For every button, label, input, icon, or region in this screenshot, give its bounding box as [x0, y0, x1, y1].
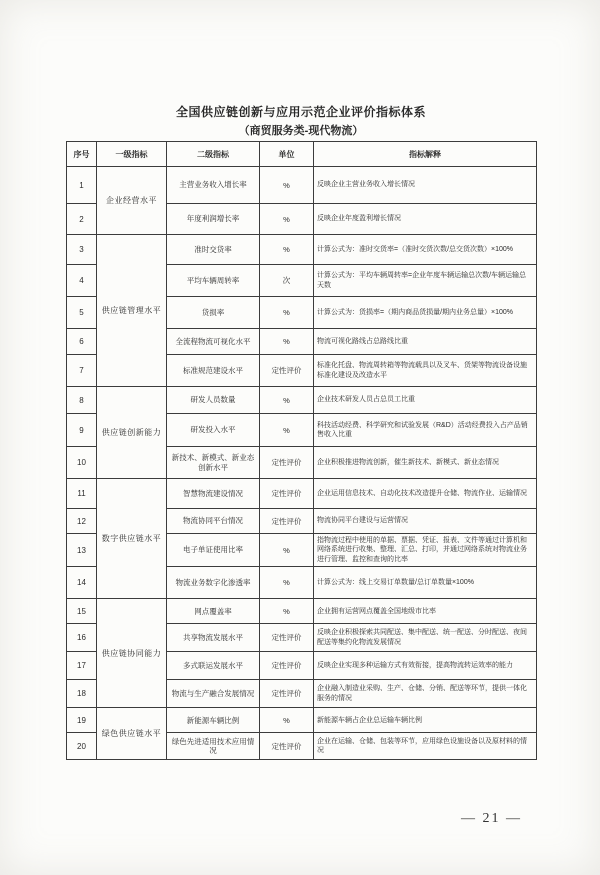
level2-indicator-cell: 新能源车辆比例 — [167, 708, 260, 733]
unit-cell: 定性评价 — [260, 509, 314, 534]
explanation-cell: 反映企业主营业务收入增长情况 — [314, 167, 537, 204]
row-number-cell: 9 — [67, 414, 97, 447]
table-header-row — [67, 142, 537, 167]
title-line-2: （商贸服务类-现代物流） — [238, 125, 364, 137]
explanation-cell: 企业融入制造业采购、生产、仓储、分销、配送等环节，提供一体化服务的情况 — [314, 680, 537, 708]
explanation-cell: 标准化托盘、物流周转箱等物流载具以及叉车、货架等物流设备设施标准化建设及改造水平 — [314, 355, 537, 387]
unit-cell: % — [260, 204, 314, 235]
row-number-cell: 19 — [67, 708, 97, 733]
title-line-1: 全国供应链创新与应用示范企业评价指标体系 — [175, 105, 426, 119]
level2-indicator-cell: 货损率 — [167, 297, 260, 329]
level2-indicator-cell: 物流业务数字化渗透率 — [167, 567, 260, 599]
level2-indicator-cell: 研发人员数量 — [167, 387, 260, 414]
unit-cell: 定性评价 — [260, 447, 314, 479]
col-header-level2: 二级指标 — [167, 142, 260, 167]
row-number-cell: 14 — [67, 567, 97, 599]
level2-indicator-cell: 主营业务收入增长率 — [167, 167, 260, 204]
unit-cell: % — [260, 708, 314, 733]
explanation-cell: 计算公式为：线上交易订单数量/总订单数量×100% — [314, 567, 537, 599]
table-row — [67, 387, 537, 414]
level2-indicator-cell: 共享物流发展水平 — [167, 624, 260, 652]
level2-indicator-cell: 绿色先进适用技术应用情况 — [167, 733, 260, 760]
table-row — [67, 599, 537, 624]
level1-group-cell: 企业经营水平 — [97, 167, 167, 235]
level2-indicator-cell: 电子单证使用比率 — [167, 534, 260, 567]
level2-indicator-cell: 多式联运发展水平 — [167, 652, 260, 680]
unit-cell: % — [260, 599, 314, 624]
unit-cell: 定性评价 — [260, 479, 314, 509]
explanation-cell: 企业运用信息技术、自动化技术改造提升仓储、物流作业、运输情况 — [314, 479, 537, 509]
level2-indicator-cell: 网点覆盖率 — [167, 599, 260, 624]
col-header-no: 序号 — [67, 142, 97, 167]
unit-cell: 定性评价 — [260, 733, 314, 760]
unit-cell: % — [260, 534, 314, 567]
level1-group-cell: 数字供应链水平 — [97, 479, 167, 599]
explanation-cell: 反映企业实现多种运输方式有效衔接，提高物流转运效率的能力 — [314, 652, 537, 680]
unit-cell: 定性评价 — [260, 355, 314, 387]
unit-cell: 定性评价 — [260, 624, 314, 652]
explanation-cell: 科技活动经费、科学研究和试验发展（R&D）活动经费投入占产品销售收入比重 — [314, 414, 537, 447]
level2-indicator-cell: 全流程物流可视化水平 — [167, 329, 260, 355]
row-number-cell: 4 — [67, 265, 97, 297]
row-number-cell: 13 — [67, 534, 97, 567]
explanation-cell: 指物流过程中使用的单据、票据、凭证、报表、文件等通过计算机和网络系统进行收集、整理、汇总、打印，并通过网络系统对物流业务进行管理、监控和查询的比率 — [314, 534, 537, 567]
explanation-cell: 企业在运输、仓储、包装等环节，应用绿色设施设备以及原材料的情况 — [314, 733, 537, 760]
explanation-cell: 企业拥有运营网点覆盖全国地级市比率 — [314, 599, 537, 624]
page-number: — 21 — — [461, 811, 522, 826]
unit-cell: % — [260, 387, 314, 414]
explanation-cell: 计算公式为：货损率=（期内商品货损量/期内业务总量）×100% — [314, 297, 537, 329]
row-number-cell: 2 — [67, 204, 97, 235]
explanation-cell: 计算公式为：准时交货率=（准时交货次数/总交货次数）×100% — [314, 235, 537, 265]
col-header-level1: 一级指标 — [97, 142, 167, 167]
explanation-cell: 反映企业积极探索共同配送、集中配送、统一配送、分时配送、夜间配送等集约化物流发展情况 — [314, 624, 537, 652]
explanation-cell: 新能源车辆占企业总运输车辆比例 — [314, 708, 537, 733]
explanation-cell: 企业积极推进物流创新，催生新技术、新模式、新业态情况 — [314, 447, 537, 479]
row-number-cell: 15 — [67, 599, 97, 624]
level2-indicator-cell: 准时交货率 — [167, 235, 260, 265]
level1-group-cell: 供应链协同能力 — [97, 599, 167, 708]
col-header-unit: 单位 — [260, 142, 314, 167]
unit-cell: % — [260, 329, 314, 355]
table-row — [67, 235, 537, 265]
unit-cell: % — [260, 235, 314, 265]
level2-indicator-cell: 新技术、新模式、新业态创新水平 — [167, 447, 260, 479]
row-number-cell: 8 — [67, 387, 97, 414]
indicator-table — [66, 141, 537, 760]
col-header-explanation: 指标解释 — [314, 142, 537, 167]
table-row — [67, 708, 537, 733]
table-row — [67, 479, 537, 509]
row-number-cell: 20 — [67, 733, 97, 760]
row-number-cell: 16 — [67, 624, 97, 652]
unit-cell: 次 — [260, 265, 314, 297]
explanation-cell: 物流可视化路线占总路线比重 — [314, 329, 537, 355]
table-row — [67, 167, 537, 204]
explanation-cell: 企业技术研发人员占总员工比重 — [314, 387, 537, 414]
row-number-cell: 18 — [67, 680, 97, 708]
level2-indicator-cell: 年度利润增长率 — [167, 204, 260, 235]
level2-indicator-cell: 智慧物流建设情况 — [167, 479, 260, 509]
row-number-cell: 3 — [67, 235, 97, 265]
unit-cell: % — [260, 567, 314, 599]
level2-indicator-cell: 物流与生产融合发展情况 — [167, 680, 260, 708]
level1-group-cell: 供应链创新能力 — [97, 387, 167, 479]
explanation-cell: 计算公式为：平均车辆周转率=企业年度车辆运输总次数/车辆运输总天数 — [314, 265, 537, 297]
row-number-cell: 10 — [67, 447, 97, 479]
level2-indicator-cell: 标准规范建设水平 — [167, 355, 260, 387]
row-number-cell: 6 — [67, 329, 97, 355]
row-number-cell: 1 — [67, 167, 97, 204]
row-number-cell: 17 — [67, 652, 97, 680]
unit-cell: % — [260, 414, 314, 447]
level2-indicator-cell: 研发投入水平 — [167, 414, 260, 447]
unit-cell: 定性评价 — [260, 680, 314, 708]
row-number-cell: 7 — [67, 355, 97, 387]
document-title — [66, 103, 536, 138]
unit-cell: 定性评价 — [260, 652, 314, 680]
unit-cell: % — [260, 167, 314, 204]
level1-group-cell: 绿色供应链水平 — [97, 708, 167, 760]
row-number-cell: 11 — [67, 479, 97, 509]
explanation-cell: 反映企业年度盈利增长情况 — [314, 204, 537, 235]
explanation-cell: 物流协同平台建设与运营情况 — [314, 509, 537, 534]
level2-indicator-cell: 物流协同平台情况 — [167, 509, 260, 534]
level1-group-cell: 供应链管理水平 — [97, 235, 167, 387]
row-number-cell: 5 — [67, 297, 97, 329]
unit-cell: % — [260, 297, 314, 329]
level2-indicator-cell: 平均车辆周转率 — [167, 265, 260, 297]
row-number-cell: 12 — [67, 509, 97, 534]
